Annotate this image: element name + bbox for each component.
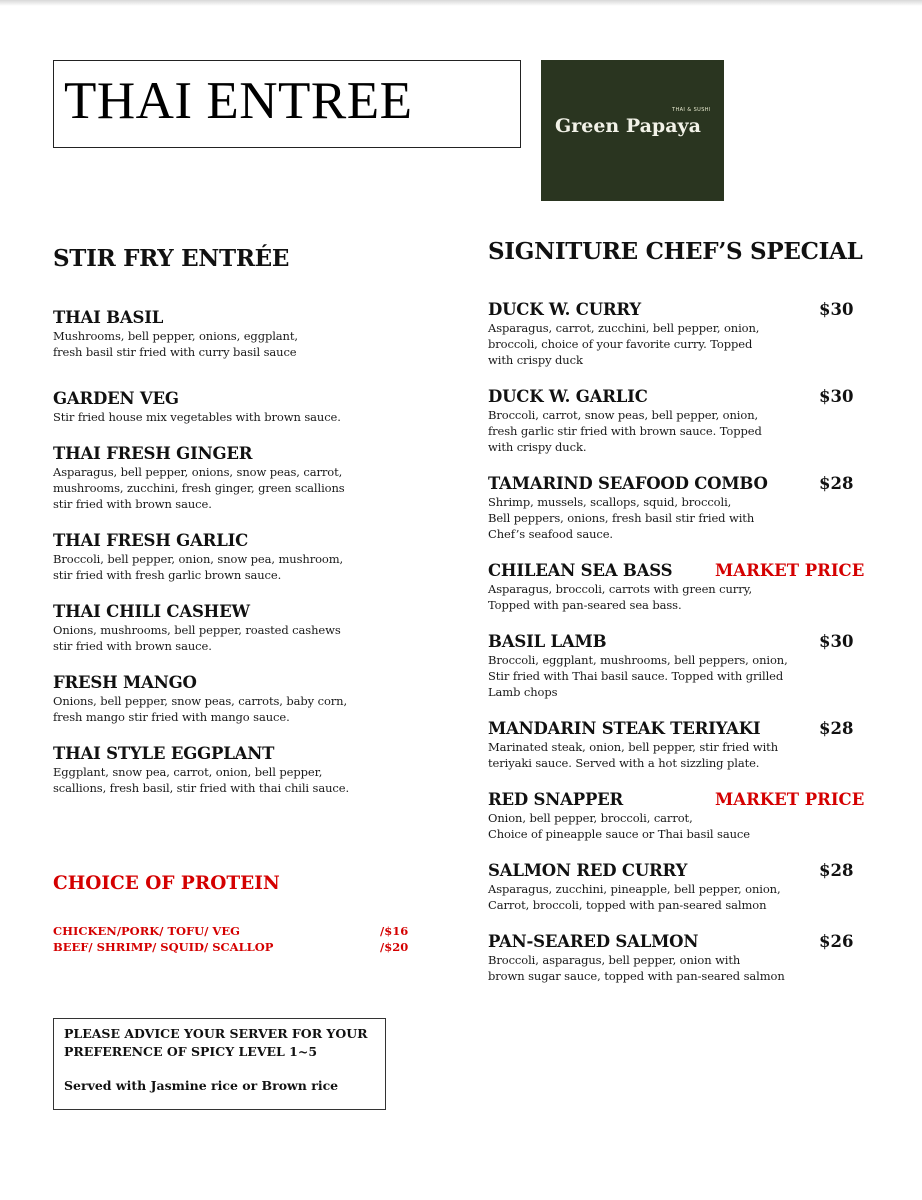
item-description: Onion, bell pepper, broccoli, carrot, Choice of pineapple sauce or Thai basil sauce [488, 811, 750, 841]
menu-item [53, 602, 423, 654]
item-price: $28 [819, 861, 854, 880]
item-description: Mushrooms, bell pepper, onions, eggplant, fresh basil stir fried with curry basil sauce [53, 329, 298, 359]
item-description: Stir fried house mix vegetables with brown sauce. [53, 410, 341, 424]
menu-item [488, 932, 858, 984]
item-description: Shrimp, mussels, scallops, squid, broccoli, Bell peppers, onions, fresh basil stir fried with Chef’s seafood sauce. [488, 495, 755, 541]
item-name: DUCK W. CURRY [488, 300, 641, 319]
menu-item [488, 790, 865, 842]
green-papaya-logo [541, 60, 724, 201]
item-description: Broccoli, bell pepper, onion, snow pea, mushroom, stir fried with fresh garlic brown sauce. [53, 552, 344, 582]
menu-item [488, 300, 858, 368]
item-name: TAMARIND SEAFOOD COMBO [488, 474, 768, 493]
item-description: Asparagus, zucchini, pineapple, bell pepper, onion, Carrot, broccoli, topped with pan-seared salmon [488, 882, 781, 912]
logo-name: Green Papaya [555, 115, 701, 137]
page-title: THAI ENTREE [64, 72, 413, 130]
item-description: Broccoli, carrot, snow peas, bell pepper, onion, fresh garlic stir fried with brown sauce. Topped with crispy duck. [488, 408, 762, 454]
item-price: MARKET PRICE [715, 561, 865, 580]
menu-item [53, 744, 423, 796]
item-description: Asparagus, bell pepper, onions, snow peas, carrot, mushrooms, zucchini, fresh ginger, green scallions stir fried with brown sauce. [53, 465, 345, 511]
stir-fry-section-title: STIR FRY ENTRÉE [53, 245, 290, 272]
item-price: $28 [819, 474, 854, 493]
protein-label: BEEF/ SHRIMP/ SQUID/ SCALLOP [53, 940, 274, 954]
note-line: PREFERENCE OF SPICY LEVEL 1~5 [64, 1044, 318, 1059]
protein-price: /$16 [380, 924, 409, 938]
top-edge-shadow [0, 0, 922, 6]
chef-special-section-title: SIGNITURE CHEF’S SPECIAL [488, 238, 863, 265]
item-price: MARKET PRICE [715, 790, 865, 809]
menu-item [488, 632, 858, 700]
menu-item [488, 719, 858, 771]
item-name: FRESH MANGO [53, 673, 197, 692]
item-price: $30 [819, 632, 854, 651]
protein-row [53, 924, 413, 940]
item-name: CHILEAN SEA BASS [488, 561, 673, 580]
item-description: Marinated steak, onion, bell pepper, stir fried with teriyaki sauce. Served with a hot sizzling plate. [488, 740, 779, 770]
item-name: THAI CHILI CASHEW [53, 602, 250, 621]
menu-item [488, 861, 858, 913]
menu-item [53, 531, 423, 583]
item-name: GARDEN VEG [53, 389, 179, 408]
item-name: DUCK W. GARLIC [488, 387, 648, 406]
item-name: THAI FRESH GARLIC [53, 531, 249, 550]
item-description: Broccoli, asparagus, bell pepper, onion with brown sugar sauce, topped with pan-seared salmon [488, 953, 785, 983]
note-line: Served with Jasmine rice or Brown rice [64, 1078, 339, 1093]
protein-label: CHICKEN/PORK/ TOFU/ VEG [53, 924, 240, 938]
protein-price: /$20 [380, 940, 409, 954]
menu-item [488, 387, 858, 455]
menu-item [488, 561, 865, 613]
spicy-note-box [53, 1018, 386, 1110]
item-name: BASIL LAMB [488, 632, 607, 651]
logo-tagline: THAI & SUSHI [672, 107, 711, 113]
item-description: Broccoli, eggplant, mushrooms, bell peppers, onion, Stir fried with Thai basil sauce. Topped with grilled Lamb chops [488, 653, 788, 699]
item-name: THAI STYLE EGGPLANT [53, 744, 275, 763]
item-price: $30 [819, 300, 854, 319]
protein-row [53, 940, 413, 956]
item-description: Asparagus, broccoli, carrots with green curry, Topped with pan-seared sea bass. [488, 582, 753, 612]
page-title-box [53, 60, 521, 148]
item-name: RED SNAPPER [488, 790, 624, 809]
item-price: $28 [819, 719, 854, 738]
item-price: $26 [819, 932, 854, 951]
menu-item [53, 389, 423, 425]
protein-section-title: CHOICE OF PROTEIN [53, 873, 280, 894]
item-description: Eggplant, snow pea, carrot, onion, bell pepper, scallions, fresh basil, stir fried with thai chili sauce. [53, 765, 350, 795]
item-name: MANDARIN STEAK TERIYAKI [488, 719, 761, 738]
menu-item [53, 444, 423, 512]
note-line: PLEASE ADVICE YOUR SERVER FOR YOUR [64, 1026, 368, 1041]
item-name: THAI BASIL [53, 308, 164, 327]
item-description: Onions, bell pepper, snow peas, carrots, baby corn, fresh mango stir fried with mango sauce. [53, 694, 348, 724]
item-description: Onions, mushrooms, bell pepper, roasted cashews stir fried with brown sauce. [53, 623, 341, 653]
item-price: $30 [819, 387, 854, 406]
menu-item [53, 308, 423, 360]
item-name: SALMON RED CURRY [488, 861, 688, 880]
item-name: THAI FRESH GINGER [53, 444, 253, 463]
item-name: PAN-SEARED SALMON [488, 932, 699, 951]
menu-item [53, 673, 423, 725]
item-description: Asparagus, carrot, zucchini, bell pepper, onion, broccoli, choice of your favorite curry. Topped with crispy duck [488, 321, 760, 367]
menu-item [488, 474, 858, 542]
